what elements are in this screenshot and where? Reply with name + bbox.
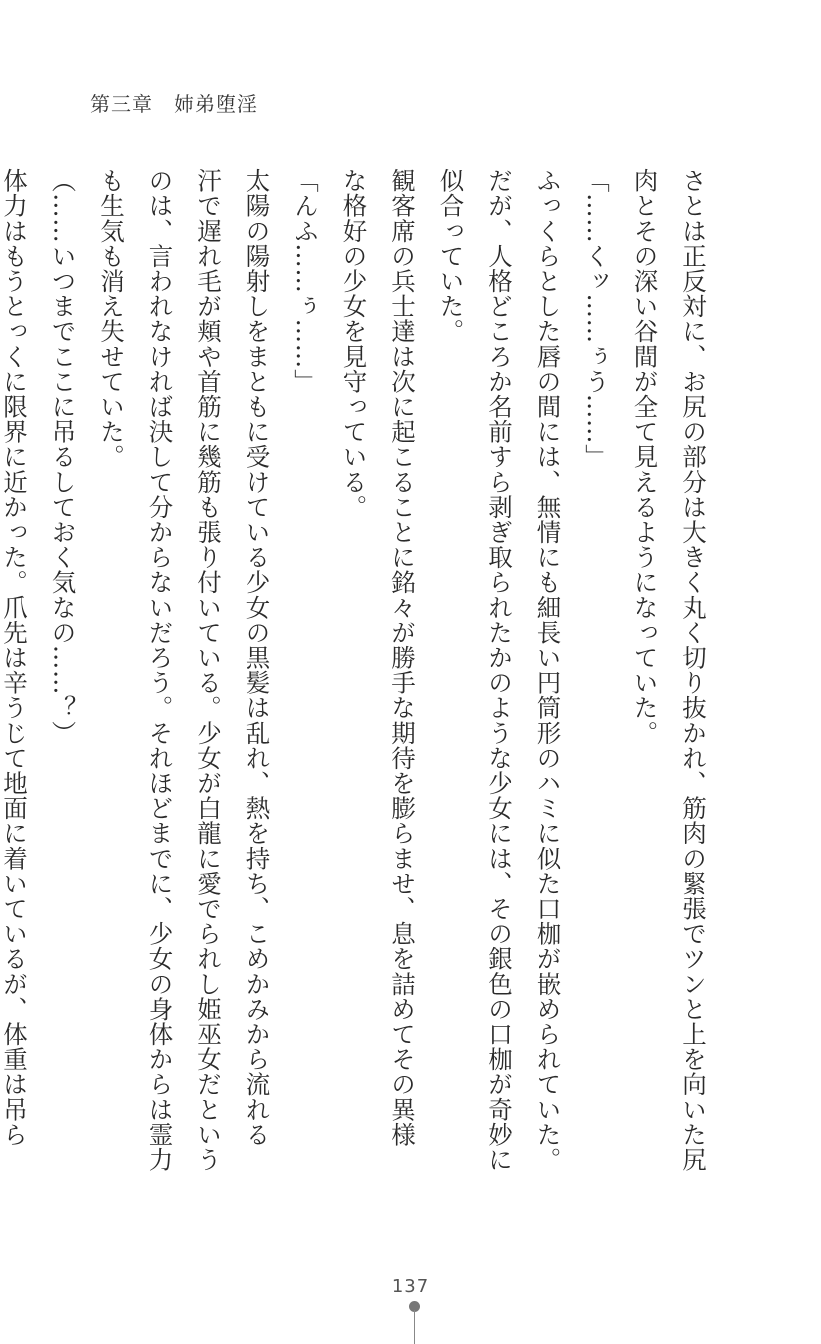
text-line: 体力はもうとっくに限界に近かった。爪先は辛うじて地面に着いているが、体重は吊ら — [0, 168, 29, 1147]
text-line: な格好の少女を見守っている。 — [339, 168, 369, 520]
page-footer — [0, 1276, 821, 1297]
text-line: 肉とその深い谷間が全て見えるようになっていた。 — [630, 168, 660, 746]
text-line: 「……くッ……ぅう……」 — [582, 168, 611, 470]
text-line: （……いつまでここに吊るしておく気なの……？） — [48, 168, 78, 746]
text-line: 似合っていた。 — [436, 168, 466, 344]
page-marker-line — [414, 1310, 415, 1344]
text-line: 太陽の陽射しをまともに受けている少女の黒髪は乱れ、熱を持ち、こめかみから流れる — [242, 168, 272, 1147]
text-line: 観客席の兵士達は次に起こることに銘々が勝手な期待を膨らませ、息を詰めてその異様 — [388, 168, 417, 1147]
text-line: ふっくらとした唇の間には、無情にも細長い円筒形のハミに似た口枷が嵌められていた。 — [533, 168, 563, 1172]
text-line: のは、言われなければ決して分からないだろう。それほどまでに、少女の身体からは霊力 — [145, 168, 175, 1172]
text-line: 「んふ……ぅ……」 — [291, 168, 320, 394]
text-line: だが、人格どころか名前すら剥ぎ取られたかのような少女には、その銀色の口枷が奇妙に — [485, 168, 514, 1172]
vertical-text-body — [0, 168, 717, 1240]
text-line: 汗で遅れ毛が頬や首筋に幾筋も張り付いている。少女が白龍に愛でられし姫巫女だという — [194, 168, 223, 1172]
text-line: も生気も消え失せていた。 — [97, 168, 126, 470]
page-number: 137 — [391, 1276, 430, 1297]
text-line: さとは正反対に、お尻の部分は大きく丸く切り抜かれ、筋肉の緊張でツンと上を向いた尻 — [679, 168, 708, 1172]
chapter-title: 第三章 姉弟堕淫 — [90, 92, 258, 116]
